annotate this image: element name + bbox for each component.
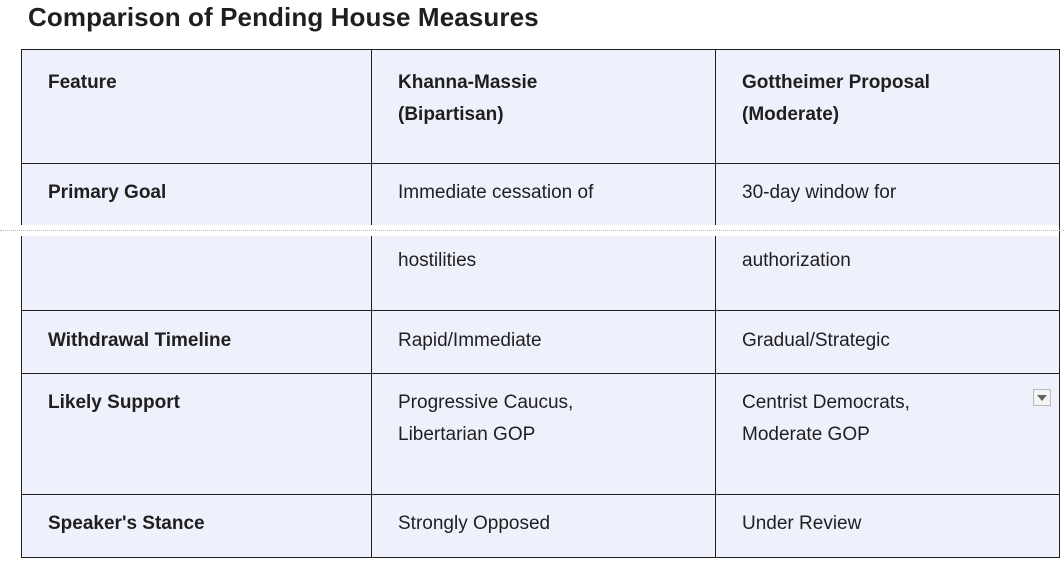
cell-text: Immediate cessation of [398, 182, 594, 203]
gottheimer-cell [716, 164, 1060, 226]
table-row [22, 311, 1060, 374]
cell-text: Gradual/Strategic [742, 330, 890, 351]
cell-text: 30-day window for [742, 182, 897, 203]
khanna-cell [372, 495, 716, 558]
cell-text: Centrist Democrats, [742, 392, 910, 413]
cell-text: Libertarian GOP [398, 424, 536, 445]
header-text: (Moderate) [742, 104, 840, 125]
table-row [22, 164, 1060, 226]
khanna-cell [372, 226, 716, 311]
feature-cell [22, 226, 372, 311]
table-row [22, 374, 1060, 495]
comparison-table-container [21, 49, 1059, 567]
feature-cell [22, 311, 372, 374]
cell-text: Rapid/Immediate [398, 330, 542, 351]
header-text: Feature [48, 72, 117, 93]
header-text: (Bipartisan) [398, 104, 504, 125]
comparison-table [21, 49, 1060, 558]
header-text: Khanna-Massie [398, 72, 538, 93]
table-row [22, 495, 1060, 558]
header-cell-gottheimer [716, 50, 1060, 164]
header-text: Gottheimer Proposal [742, 72, 930, 93]
feature-label: Speaker's Stance [48, 513, 205, 534]
cell-text: authorization [742, 250, 851, 271]
feature-cell [22, 495, 372, 558]
khanna-cell [372, 311, 716, 374]
feature-label: Primary Goal [48, 182, 167, 203]
cell-text: hostilities [398, 250, 477, 271]
table-row [22, 226, 1060, 311]
cell-dropdown-button[interactable] [1033, 389, 1051, 406]
table-header-row [22, 50, 1060, 164]
feature-label: Withdrawal Timeline [48, 330, 232, 351]
header-cell-feature [22, 50, 372, 164]
header-cell-khanna-massie [372, 50, 716, 164]
feature-cell [22, 374, 372, 495]
page-break-guide [0, 230, 1064, 231]
page-title: Comparison of Pending House Measures [28, 2, 539, 32]
cell-text: Moderate GOP [742, 424, 870, 445]
chevron-down-icon [1037, 395, 1047, 401]
cell-text: Under Review [742, 513, 862, 534]
gottheimer-cell [716, 495, 1060, 558]
khanna-cell [372, 164, 716, 226]
cell-text: Progressive Caucus, [398, 392, 574, 413]
gottheimer-cell [716, 311, 1060, 374]
feature-label: Likely Support [48, 392, 180, 413]
gottheimer-cell [716, 374, 1060, 495]
gottheimer-cell [716, 226, 1060, 311]
cell-text: Strongly Opposed [398, 513, 551, 534]
feature-cell [22, 164, 372, 226]
khanna-cell [372, 374, 716, 495]
